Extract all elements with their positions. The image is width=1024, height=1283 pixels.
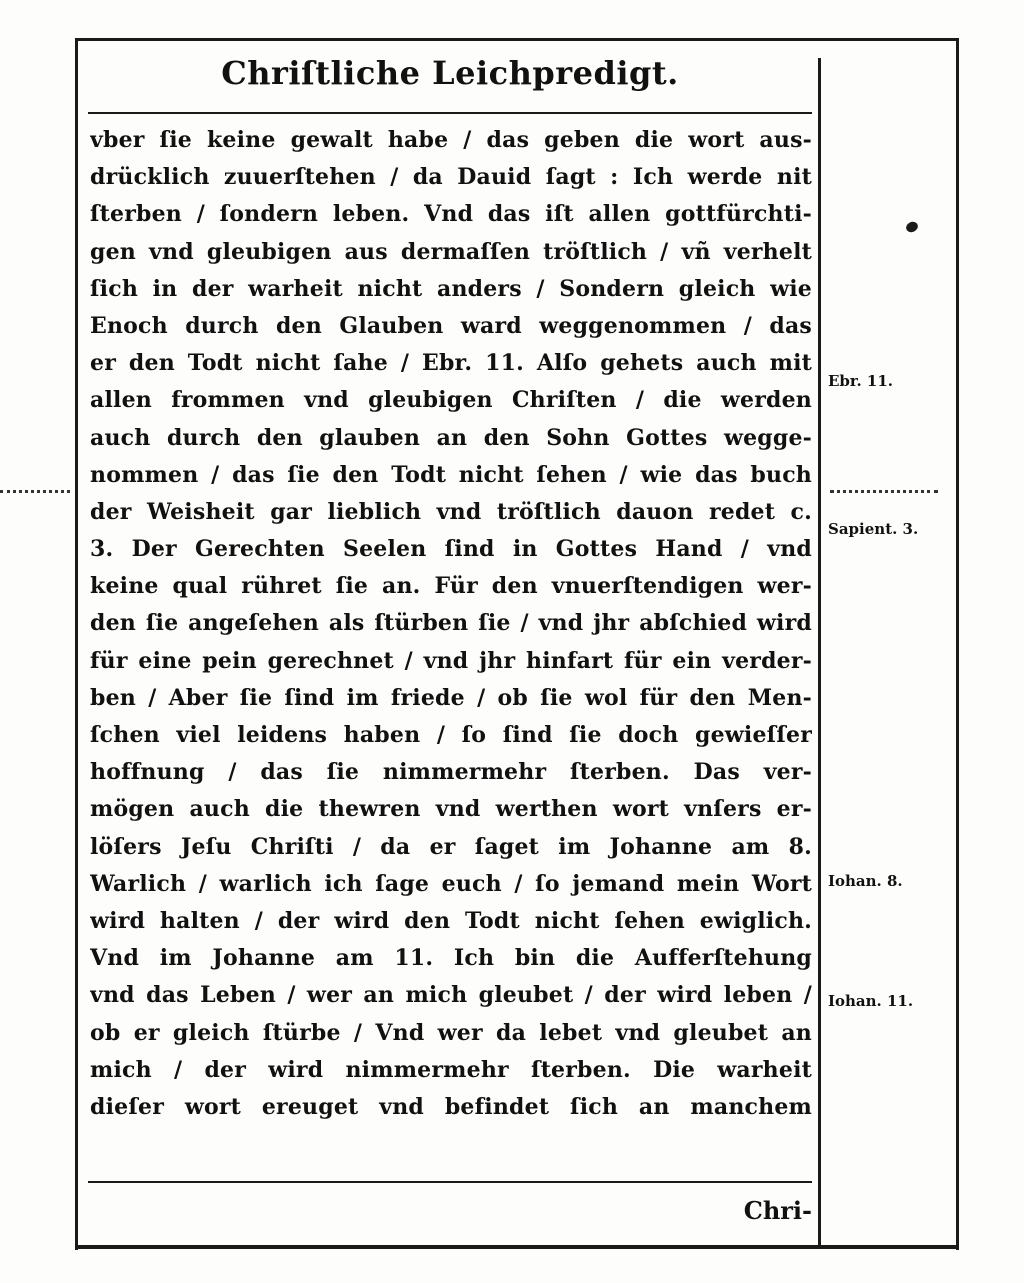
text-line: wird halten / der wird den Todt nicht ſehen ewiglich. [90,907,812,934]
header-rule [88,112,812,114]
margin-note-iohan-8: Iohan. 8. [828,872,903,890]
frame-bottom-rule [75,1245,959,1249]
fold-dots-right [830,490,938,497]
margin-note-ebr: Ebr. 11. [828,372,893,390]
text-line: ſterben / ſondern leben. Vnd das iſt allen gottfürchti- [90,201,812,228]
text-line: allen frommen vnd gleubigen Chriſten / die werden [90,387,812,414]
text-line: auch durch den glauben an den Sohn Gottes wegge- [90,424,812,451]
text-line: 3. Der Gerechten Seelen ſind in Gottes Hand / vnd [90,536,812,563]
text-line: den ſie angeſehen als ſtürben ſie / vnd jhr abſchied wird [90,610,812,637]
text-line: mögen auch die thewren vnd werthen wort vnſers er- [90,796,812,823]
running-head: Chriſtliche Leichpredigt. [221,54,679,92]
text-line: er den Todt nicht ſahe / Ebr. 11. Alſo gehets auch mit [90,350,812,377]
text-line: Enoch durch den Glauben ward weggenommen / das [90,312,812,339]
text-line: keine qual rühret ſie an. Für den vnuerſtendigen wer- [90,573,812,600]
text-line: Warlich / warlich ich ſage euch / ſo jemand mein Wort [90,870,812,897]
text-line: vnd das Leben / wer an mich gleubet / der wird leben / [90,982,812,1009]
text-line: dieſer wort ereuget vnd befindet ſich an manchem [90,1093,812,1120]
text-line: ben / Aber ſie ſind im friede / ob ſie wol für den Men- [90,684,812,711]
body-text [90,122,812,1126]
text-line: ſich in der warheit nicht anders / Sondern gleich wie [90,275,812,302]
text-line: drücklich zuuerſtehen / da Dauid ſagt : Ich werde nit [90,164,812,191]
text-line: hoffnung / das ſie nimmermehr ſterben. Das ver- [90,759,812,786]
text-line: für eine pein gerechnet / vnd jhr hinfart für ein verder- [90,647,812,674]
text-line: ob er gleich ſtürbe / Vnd wer da lebet vnd gleubet an [90,1019,812,1046]
fold-dots-left [0,490,70,497]
text-line: löſers Jeſu Chriſti / da er ſaget im Johanne am 8. [90,833,812,860]
margin-note-sapient: Sapient. 3. [828,520,919,538]
text-line: gen vnd gleubigen aus dermaſſen tröſtlich / vñ verhelt [90,238,812,265]
margin-note-iohan-11: Iohan. 11. [828,992,914,1010]
footer-rule [88,1181,812,1183]
catchword: Chri- [743,1196,812,1225]
text-line: vber ſie keine gewalt habe / das geben die wort aus- [90,127,812,153]
text-line: mich / der wird nimmermehr ſterben. Die warheit [90,1056,812,1083]
text-line: der Weisheit gar lieblich vnd tröſtlich dauon redet c. [90,498,812,525]
margin-column-rule [818,58,821,1248]
text-line: Vnd im Johanne am 11. Ich bin die Aufferſtehung [90,945,812,972]
text-line: nommen / das ſie den Todt nicht ſehen / wie das buch [90,461,812,488]
text-line: ſchen viel leidens haben / ſo ſind ſie doch gewieſſer [90,722,812,748]
